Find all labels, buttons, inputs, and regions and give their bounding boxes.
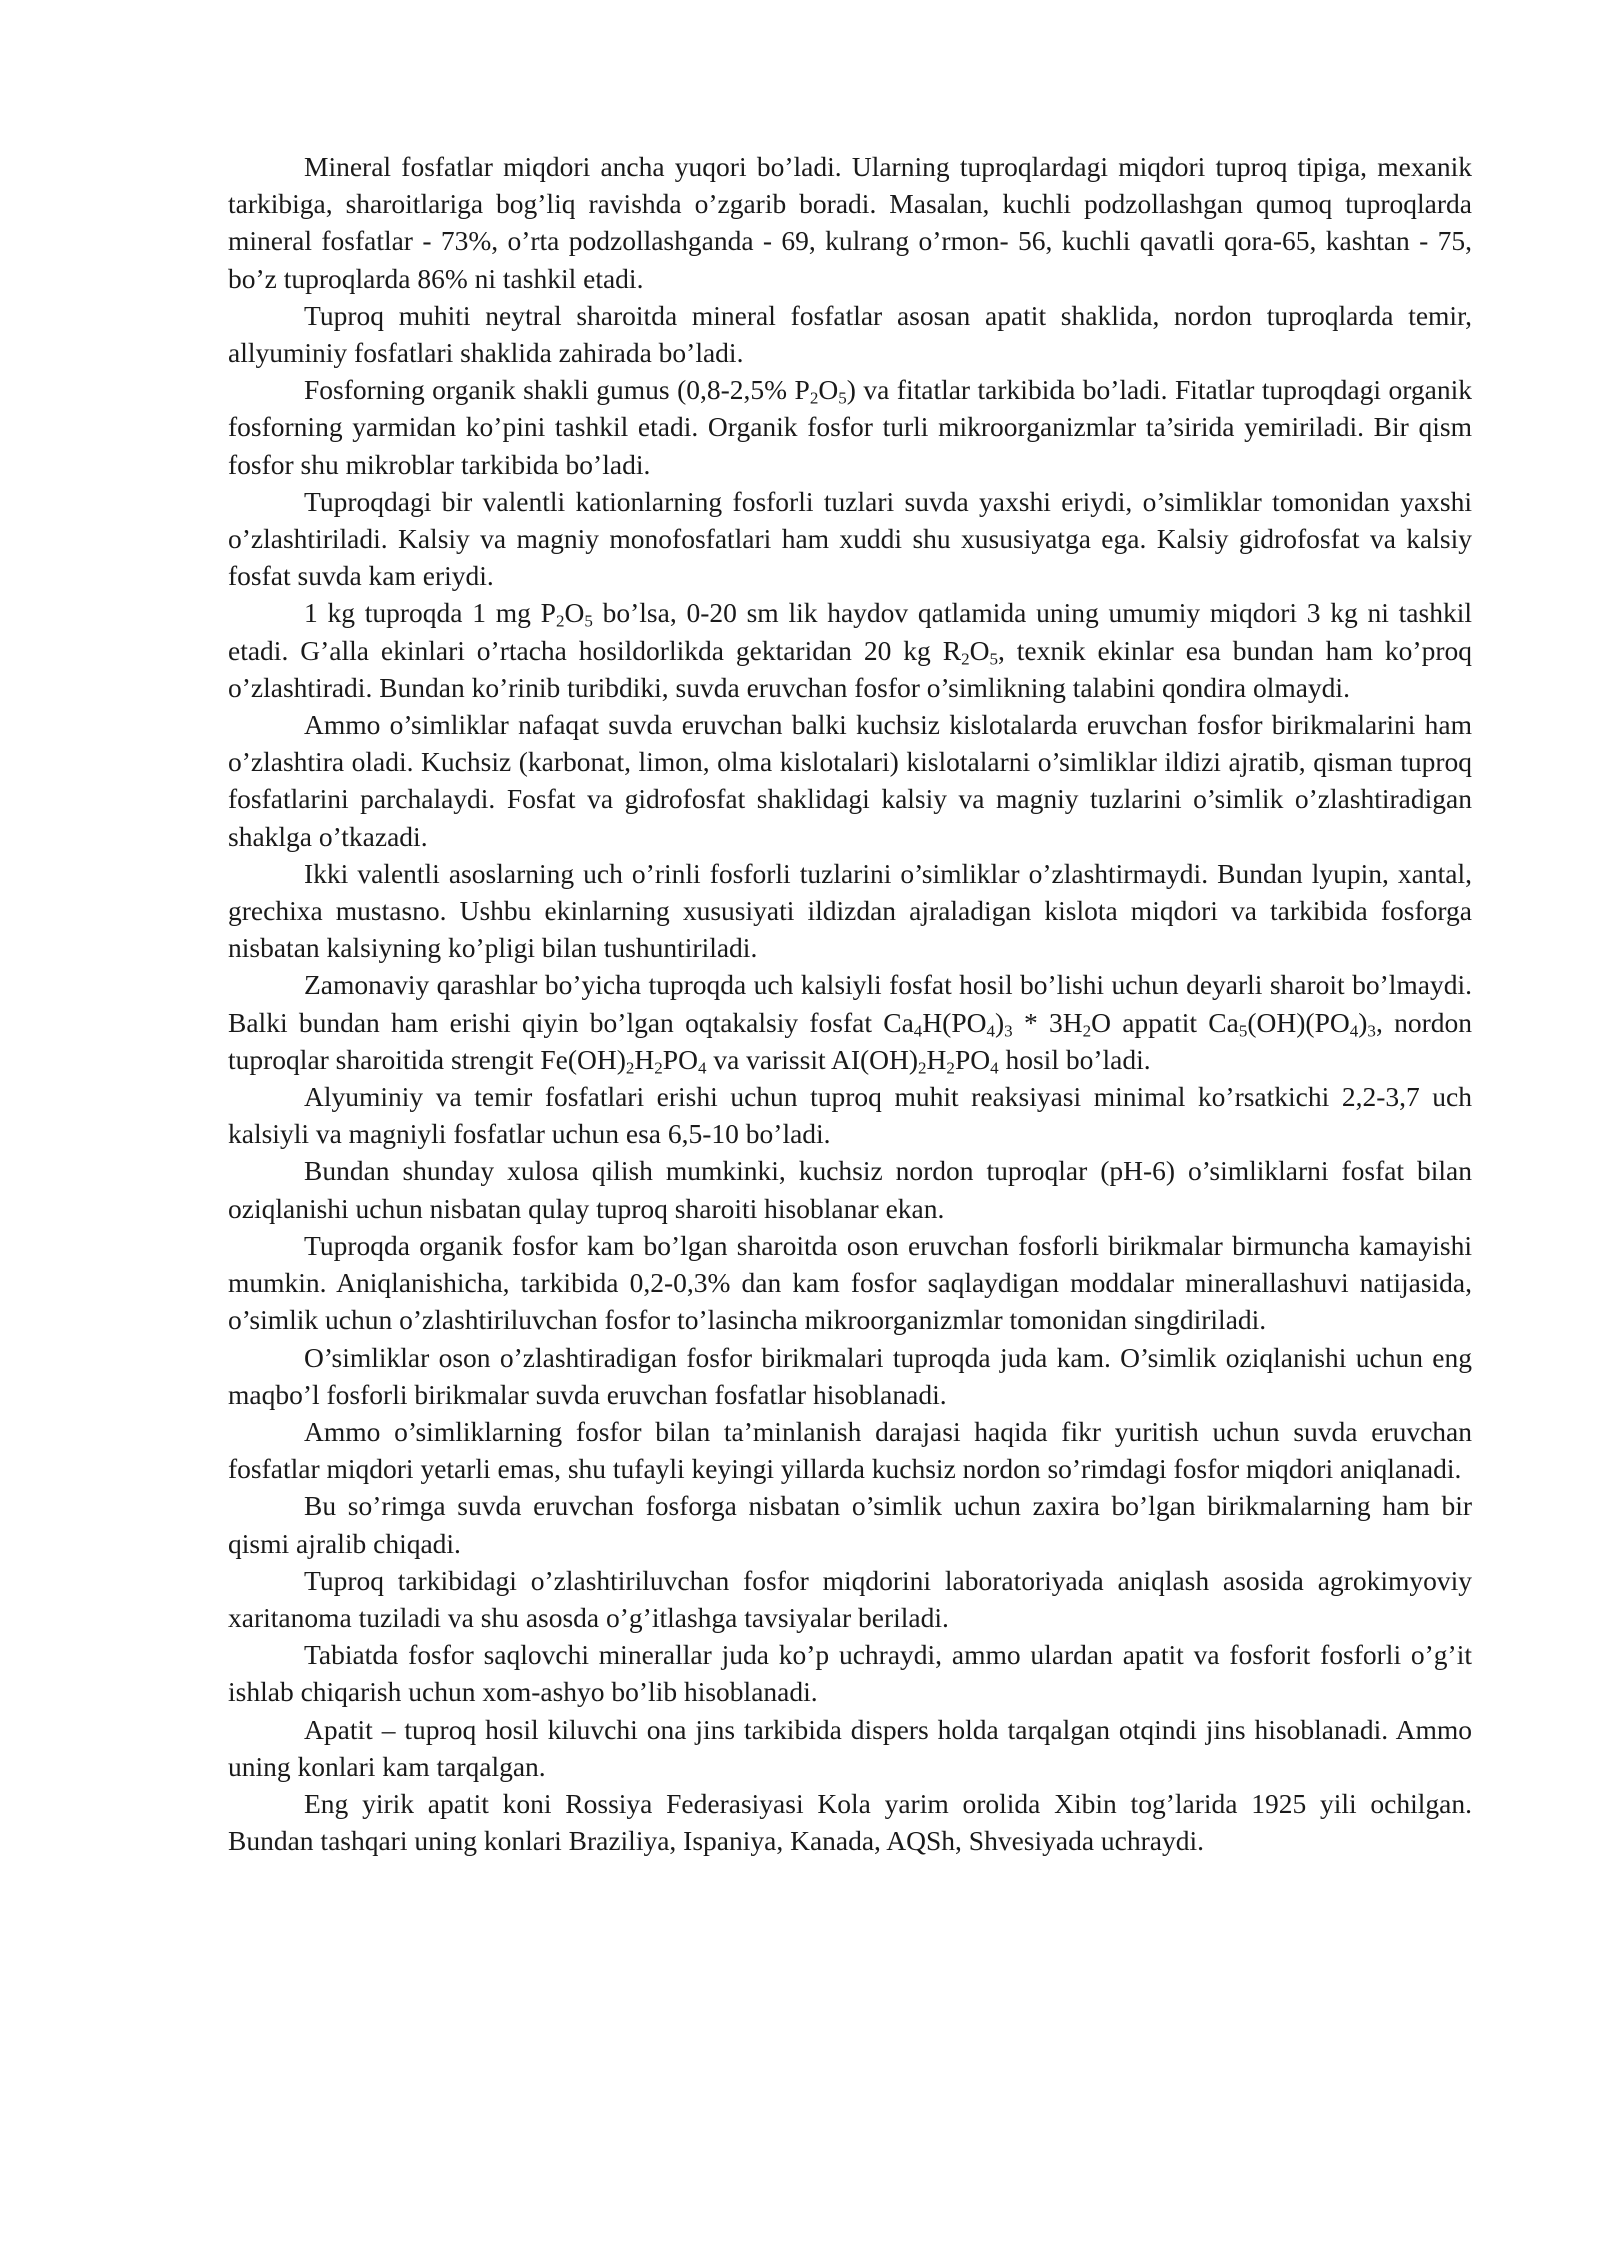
paragraph-text: Tuproq tarkibidagi o’zlashtiriluvchan fosfor miqdorini laboratoriyada aniqlash asosida agrokimyoviy xaritanoma tuziladi va shu asosda o’g’itlashga tavsiyalar beriladi. <box>228 1564 1472 1633</box>
paragraph-text: O <box>969 634 990 666</box>
paragraph-text: Eng yirik apatit koni Rossiya Federasiyasi Kola yarim orolida Xibin tog’larida 1925 yili ochilgan. Bundan tashqari uning konlari Braziliya, Ispaniya, Kanada, AQSh, Shvesiyada uchraydi. <box>228 1787 1472 1857</box>
paragraph-text: PO <box>954 1043 991 1075</box>
subscript: 2 <box>946 1058 955 1078</box>
paragraph <box>228 1562 1472 1636</box>
paragraph <box>228 594 1472 706</box>
subscript: 4 <box>1349 1020 1359 1040</box>
paragraph-text: Tabiatda fosfor saqlovchi minerallar juda ko’p uchraydi, ammo ulardan apatit va fosforit fosforli o’g’it ishlab chiqarish uchun xom-ashyo bo’lib hisoblanadi. <box>228 1639 1472 1708</box>
paragraph-text: Zamonaviy qarashlar bo’yicha tuproqda uch kalsiyli fosfat hosil bo’lishi uchun deyarli sharoit bo’lmaydi. Balki bundan ham erishi qiyin bo’lgan oqtakalsiy fosfat Ca <box>228 969 1472 1038</box>
paragraph-text: H <box>634 1043 655 1075</box>
subscript: 2 <box>555 611 565 631</box>
paragraph-text: Bundan shunday xulosa qilish mumkinki, kuchsiz nordon tuproqlar (pH-6) o’simliklarni fosfat bilan oziqlanishi uchun nisbatan qulay tuproq sharoiti hisoblanar ekan. <box>228 1155 1472 1224</box>
paragraph-text: Bu so’rimga suvda eruvchan fosforga nisbatan o’simlik uchun zaxira bo’lgan birikmalarning ham bir qismi ajralib chiqadi. <box>228 1490 1472 1559</box>
paragraph-text: bo’lsa, 0-20 sm lik haydov qatlamida uning umumiy miqdori 3 kg ni tashkil etadi. G’alla ekinlari o’rtacha hosildorlikda gektaridan 20 kg R <box>228 597 1472 666</box>
paragraph-text: O <box>818 374 839 406</box>
paragraph-text: ) <box>1358 1006 1368 1038</box>
paragraph-text: hosil bo’ladi. <box>998 1043 1151 1075</box>
paragraph <box>228 1078 1472 1152</box>
subscript: 4 <box>986 1020 995 1040</box>
paragraph-text: Ikki valentli asoslarning uch o’rinli fosforli tuzlarini o’simliklar o’zlashtirmaydi. Bundan lyupin, xantal, grechixa mustasno. Ushbu ekinlarning xususiyati ildizdan ajraladigan kislota miqdori va tarkibida fosforga nisbatan kalsiyning ko’pligi bilan tushuntiriladi. <box>228 857 1472 964</box>
subscript: 5 <box>584 611 593 631</box>
subscript: 2 <box>961 648 970 668</box>
paragraph-text: va varissit AI(OH) <box>706 1043 919 1075</box>
paragraph-text: Tuproqdagi bir valentli kationlarning fosforli tuzlari suvda yaxshi eriydi, o’simliklar tomonidan yaxshi o’zlashtiriladi. Kalsiy va magniy monofosfatlari ham xuddi shu xususiyatga ega. Kalsiy gidrofosfat va kalsiy fosfat suvda kam eriydi. <box>228 485 1472 592</box>
paragraph-text: O appatit Ca <box>1091 1006 1239 1038</box>
paragraph <box>228 1711 1472 1785</box>
paragraph <box>228 1413 1472 1487</box>
paragraph-text: 1 kg tuproqda 1 mg P <box>304 597 556 629</box>
paragraph <box>228 1785 1472 1859</box>
paragraph-text: O <box>564 597 585 629</box>
paragraph-text: Tuproqda organik fosfor kam bo’lgan sharoitda oson eruvchan fosforli birikmalar birmuncha kamayishi mumkin. Aniqlanishicha, tarkibida 0,2-0,3% dan kam fosfor saqlaydigan moddalar minerallashuvi natijasida, o’simlik uchun o’zlashtiriluvchan fosfor to’lasincha mikroorganizmlar tomonidan singdiriladi. <box>228 1229 1472 1336</box>
subscript: 2 <box>654 1058 663 1078</box>
subscript: 4 <box>990 1058 999 1078</box>
paragraph <box>228 297 1472 371</box>
subscript: 3 <box>1367 1020 1376 1040</box>
paragraph <box>228 1227 1472 1339</box>
paragraph <box>228 1487 1472 1561</box>
subscript: 3 <box>1004 1020 1013 1040</box>
paragraph-text: Mineral fosfatlar miqdori ancha yuqori bo’ladi. Ularning tuproqlardagi miqdori tuproq tipiga, mexanik tarkibiga, sharoitlariga bog’liq ravishda o’zgarib boradi. Masalan, kuchli podzollashgan qumoq tuproqlarda mineral fosfatlar - 73%, o’rta podzollashganda - 69, kulrang o’rmon- 56, kuchli qavatli qora-65, kashtan - 75, bo’z tuproqlarda 86% ni tashkil etadi. <box>228 151 1472 294</box>
paragraph-text: Ammo o’simliklarning fosfor bilan ta’minlanish darajasi haqida fikr yuritish uchun suvda eruvchan fosfatlar miqdori yetarli emas, shu tufayli keyingi yillarda kuchsiz nordon so’rimdagi fosfor miqdori aniqlanadi. <box>228 1415 1472 1485</box>
subscript: 4 <box>913 1020 923 1040</box>
paragraph <box>228 483 1472 595</box>
paragraph <box>228 1339 1472 1413</box>
paragraph-text: O’simliklar oson o’zlashtiradigan fosfor birikmalari tuproqda juda kam. O’simlik oziqlanishi uchun eng maqbo’l fosforli birikmalar suvda eruvchan fosfatlar hisoblanadi. <box>228 1341 1472 1410</box>
paragraph-text: ) <box>995 1006 1005 1038</box>
paragraph-text: , texnik ekinlar esa bundan ham ko’proq o’zlashtiradi. Bundan ko’rinib turibdiki, suvda eruvchan fosfor o’simlikning talabini qondira olmaydi. <box>228 634 1472 703</box>
paragraph-text: H(PO <box>922 1006 987 1038</box>
subscript: 4 <box>697 1058 707 1078</box>
paragraph-text: * 3H <box>1012 1006 1083 1038</box>
subscript: 2 <box>809 388 819 408</box>
paragraph-text: Apatit – tuproq hosil kiluvchi ona jins tarkibida dispers holda tarqalgan otqindi jins hisoblanadi. Ammo uning konlari kam tarqalgan. <box>228 1713 1472 1782</box>
subscript: 2 <box>1082 1020 1092 1040</box>
paragraph <box>228 706 1472 855</box>
paragraph-text: Fosforning organik shakli gumus (0,8-2,5% P <box>304 374 810 406</box>
paragraph-text: , nordon tuproqlar sharoitida strengit Fe(OH) <box>228 1006 1472 1075</box>
subscript: 5 <box>838 388 847 408</box>
paragraph <box>228 371 1472 483</box>
paragraph-text: Ammo o’simliklar nafaqat suvda eruvchan balki kuchsiz kislotalarda eruvchan fosfor birikmalarini ham o’zlashtira oladi. Kuchsiz (karbonat, limon, olma kislotalari) kislotalarni o’simliklar ildizi ajratib, qisman tuproq fosfatlarini parchalaydi. Fosfat va gidrofosfat shaklidagi kalsiy va magniy tuzlarini o’simlik o’zlashtiradigan shaklga o’tkazadi. <box>228 709 1472 852</box>
paragraph-text: (OH)(PO <box>1247 1006 1350 1038</box>
paragraph <box>228 1152 1472 1226</box>
paragraph-text: H <box>926 1043 947 1075</box>
paragraph <box>228 966 1472 1078</box>
paragraph <box>228 1636 1472 1710</box>
paragraph <box>228 855 1472 967</box>
subscript: 5 <box>1238 1020 1248 1040</box>
subscript: 5 <box>989 648 998 668</box>
document-page <box>228 148 1472 1859</box>
paragraph <box>228 148 1472 297</box>
subscript: 2 <box>625 1058 635 1078</box>
paragraph-text: ) va fitatlar tarkibida bo’ladi. Fitatlar tuproqdagi organik fosforning yarmidan ko’pini tashkil etadi. Organik fosfor turli mikroorganizmlar ta’sirida yemiriladi. Bir qism fosfor shu mikroblar tarkibida bo’ladi. <box>228 374 1472 480</box>
subscript: 2 <box>918 1058 927 1078</box>
paragraph-text: Tuproq muhiti neytral sharoitda mineral fosfatlar asosan apatit shaklida, nordon tuproqlarda temir, allyuminiy fosfatlari shaklida zahirada bo’ladi. <box>228 299 1472 369</box>
paragraph-text: PO <box>662 1043 698 1075</box>
paragraph-text: Alyuminiy va temir fosfatlari erishi uchun tuproq muhit reaksiyasi minimal ko’rsatkichi 2,2-3,7 uch kalsiyli va magniyli fosfatlar uchun esa 6,5-10 bo’ladi. <box>228 1081 1472 1150</box>
